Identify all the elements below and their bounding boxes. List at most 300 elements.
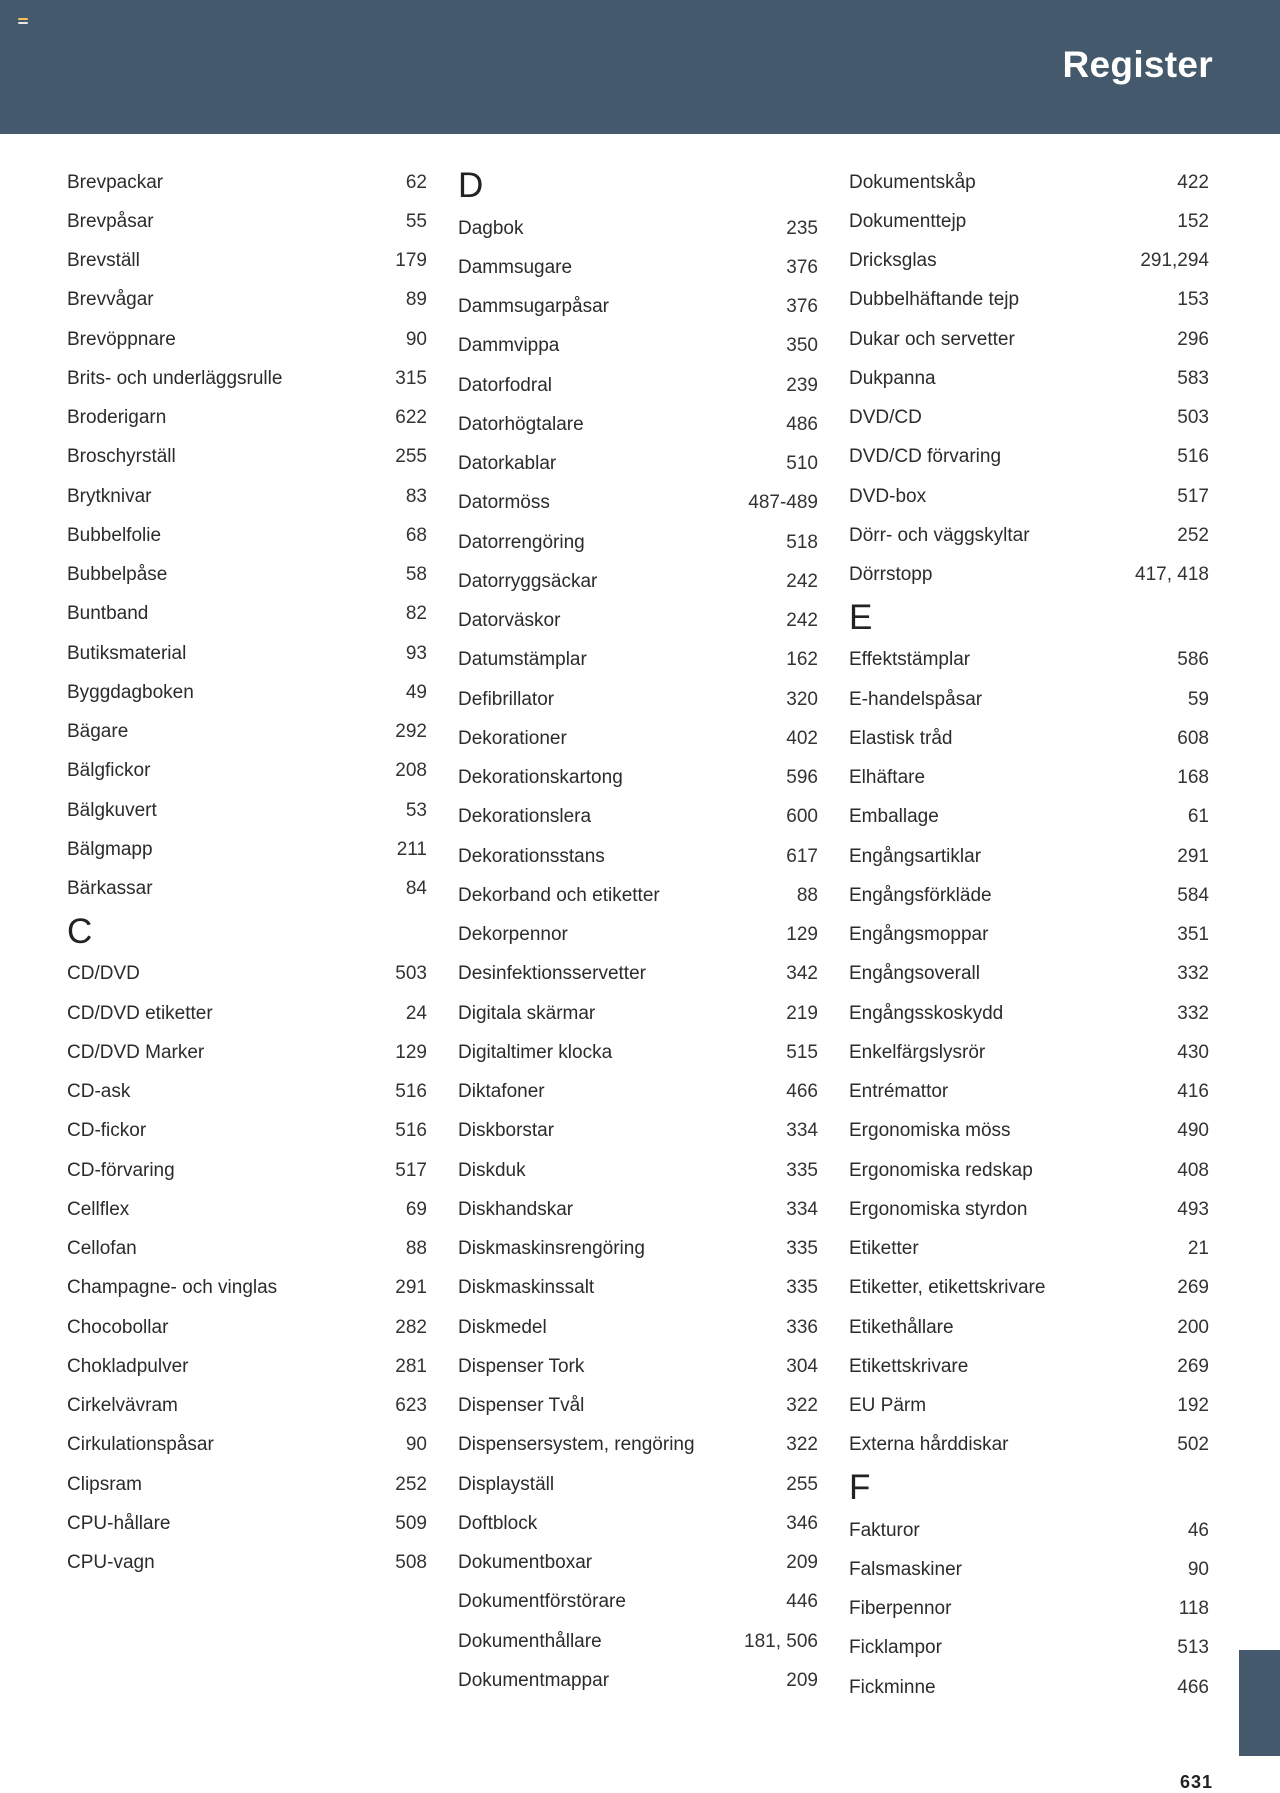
index-entry (67, 1073, 427, 1112)
index-page-ref: 509 (395, 1512, 427, 1534)
index-term: Datormöss (458, 492, 550, 514)
index-page-ref: 129 (395, 1041, 427, 1063)
index-page-ref: 24 (405, 1002, 427, 1024)
index-term: CD-fickor (67, 1120, 147, 1142)
index-page-ref: 90 (1187, 1558, 1209, 1580)
index-term: Elastisk tråd (849, 727, 953, 749)
index-term: Cellofan (67, 1238, 137, 1260)
index-page-ref: 49 (405, 681, 427, 703)
index-page-ref: 617 (786, 845, 818, 867)
index-page-ref: 516 (1177, 446, 1209, 468)
index-term: Bubbelpåse (67, 564, 168, 586)
index-page-ref: 21 (1187, 1238, 1209, 1260)
index-page-ref: 332 (1177, 1002, 1209, 1024)
index-page-ref: 219 (786, 1002, 818, 1024)
index-term: Broschyrställ (67, 446, 176, 468)
index-entry (458, 288, 818, 327)
index-page-ref: 83 (405, 485, 427, 507)
index-entry (458, 1347, 818, 1386)
index-page-ref: 59 (1187, 688, 1209, 710)
menu-icon[interactable] (18, 18, 28, 27)
index-page-ref: 269 (1177, 1355, 1209, 1377)
index-page-ref: 118 (1178, 1598, 1209, 1620)
index-entry (849, 1073, 1209, 1112)
index-term: Diskhandskar (458, 1198, 574, 1220)
index-term: Dammvippa (458, 335, 560, 357)
index-page-ref: 502 (1177, 1434, 1209, 1456)
index-page-ref: 446 (786, 1591, 818, 1613)
index-entry (458, 1583, 818, 1622)
index-entry (458, 1465, 818, 1504)
index-page-ref: 269 (1177, 1277, 1209, 1299)
index-entry (67, 242, 427, 281)
index-entry (849, 438, 1209, 477)
index-entry (849, 359, 1209, 398)
index-entry (67, 830, 427, 869)
index-term: Dukpanna (849, 367, 936, 389)
index-page-ref: 351 (1177, 924, 1209, 946)
section-tab (1239, 1650, 1280, 1756)
index-term: DVD-box (849, 485, 927, 507)
index-page-ref: 68 (405, 524, 427, 546)
index-entry (458, 405, 818, 444)
index-entry (458, 1230, 818, 1269)
index-page-ref: 242 (786, 570, 818, 592)
index-term: Cellflex (67, 1198, 130, 1220)
index-entry (849, 163, 1209, 202)
index-entry (458, 1033, 818, 1072)
index-term: Dekorationer (458, 727, 567, 749)
index-term: Brytknivar (67, 485, 152, 507)
index-term: Chokladpulver (67, 1355, 189, 1377)
index-entry (458, 641, 818, 680)
index-entry (849, 641, 1209, 680)
index-entry (67, 202, 427, 241)
index-page-ref: 493 (1177, 1198, 1209, 1220)
index-entry (67, 1465, 427, 1504)
index-entry (849, 1550, 1209, 1589)
index-term: Diskduk (458, 1159, 526, 1181)
index-term: Doftblock (458, 1512, 538, 1534)
index-page-ref: 200 (1177, 1316, 1209, 1338)
index-page-ref: 335 (786, 1277, 818, 1299)
index-term: DVD/CD förvaring (849, 446, 1002, 468)
index-page-ref: 252 (395, 1473, 427, 1495)
index-term: Dokumentskåp (849, 171, 976, 193)
index-entry (849, 876, 1209, 915)
index-term: CD/DVD (67, 963, 140, 985)
index-page-ref: 430 (1177, 1041, 1209, 1063)
index-page-ref: 242 (786, 610, 818, 632)
index-page-ref: 90 (405, 1434, 427, 1456)
index-entry (67, 1544, 427, 1583)
index-entry (67, 1033, 427, 1072)
index-term: Defibrillator (458, 688, 555, 710)
index-entry (849, 916, 1209, 955)
index-page-ref: 586 (1177, 649, 1209, 671)
index-page-ref: 53 (405, 799, 427, 821)
index-page-ref: 334 (786, 1120, 818, 1142)
index-entry (458, 209, 818, 248)
index-entry (67, 713, 427, 752)
index-page-ref: 518 (786, 531, 818, 553)
index-entry (458, 837, 818, 876)
index-entry (458, 759, 818, 798)
index-page-ref: 408 (1177, 1159, 1209, 1181)
index-entry (849, 1151, 1209, 1190)
index-page-ref: 402 (786, 727, 818, 749)
index-term: Brevställ (67, 250, 140, 272)
index-entry (67, 1387, 427, 1426)
index-entry (67, 955, 427, 994)
index-term: Dekorationsstans (458, 845, 605, 867)
index-term: CPU-hållare (67, 1512, 171, 1534)
index-page-ref: 291 (395, 1277, 427, 1299)
index-entry (849, 202, 1209, 241)
index-page-ref: 58 (405, 564, 427, 586)
index-entry (458, 248, 818, 287)
index-term: Brevvågar (67, 289, 154, 311)
index-page-ref: 153 (1177, 289, 1209, 311)
index-page-ref: 517 (1177, 485, 1209, 507)
index-term: Engångsförkläde (849, 884, 992, 906)
index-page-ref: 466 (786, 1081, 818, 1103)
index-term: Etikethållare (849, 1316, 954, 1338)
index-page-ref: 416 (1177, 1081, 1209, 1103)
index-term: Desinfektionsservetter (458, 963, 646, 985)
section-letter: C (67, 911, 93, 951)
index-term: Dammsugare (458, 256, 573, 278)
index-page-ref: 503 (395, 963, 427, 985)
index-term: Bägare (67, 721, 129, 743)
index-entry (67, 281, 427, 320)
index-entry (67, 870, 427, 909)
index-page-ref: 515 (786, 1041, 818, 1063)
index-page-ref: 179 (395, 250, 427, 272)
index-page-ref: 82 (405, 603, 427, 625)
index-entry (67, 1269, 427, 1308)
index-entry (67, 1190, 427, 1229)
index-page-ref: 334 (786, 1198, 818, 1220)
index-page-ref: 376 (786, 296, 818, 318)
index-page-ref: 62 (405, 171, 427, 193)
index-term: Displayställ (458, 1473, 555, 1495)
index-entry (849, 477, 1209, 516)
index-entry (849, 1629, 1209, 1668)
index-page-ref: 152 (1177, 210, 1209, 232)
index-term: E-handelspåsar (849, 688, 983, 710)
index-page-ref: 623 (395, 1395, 427, 1417)
index-term: Etiketter (849, 1238, 919, 1260)
index-entry (849, 1230, 1209, 1269)
section-letter: D (458, 166, 484, 205)
index-term: Fiberpennor (849, 1598, 952, 1620)
index-term: Dokumentmappar (458, 1669, 610, 1691)
index-page-ref: 282 (395, 1316, 427, 1338)
index-entry (458, 1112, 818, 1151)
index-term: Datorhögtalare (458, 413, 584, 435)
index-entry (849, 1590, 1209, 1629)
index-entry (458, 1190, 818, 1229)
index-page-ref: 490 (1177, 1120, 1209, 1142)
index-page-ref: 608 (1177, 727, 1209, 749)
index-term: Champagne- och vinglas (67, 1277, 278, 1299)
index-page-ref: 55 (405, 210, 427, 232)
index-page-ref: 239 (786, 374, 818, 396)
index-page-ref: 192 (1177, 1395, 1209, 1417)
index-term: Ergonomiska redskap (849, 1159, 1033, 1181)
index-term: Butiksmaterial (67, 642, 187, 664)
index-entry (849, 1033, 1209, 1072)
index-term: Engångsskoskydd (849, 1002, 1004, 1024)
index-page-ref: 61 (1187, 806, 1209, 828)
index-page-ref: 596 (786, 767, 818, 789)
index-entry (67, 994, 427, 1033)
index-entry (67, 791, 427, 830)
index-term: CD-förvaring (67, 1159, 175, 1181)
index-entry (849, 680, 1209, 719)
index-entry (67, 438, 427, 477)
index-entry (849, 1668, 1209, 1707)
index-term: Bälgfickor (67, 760, 151, 782)
index-term: Bälgmapp (67, 838, 153, 860)
index-entry (67, 1504, 427, 1543)
index-term: Externa hårddiskar (849, 1434, 1009, 1456)
index-page-ref: 255 (395, 446, 427, 468)
index-term: Dokumentförstörare (458, 1591, 626, 1613)
index-entry (67, 163, 427, 202)
index-column-3 (849, 163, 1209, 1707)
index-term: Ergonomiska möss (849, 1120, 1011, 1142)
register-header (0, 0, 1280, 134)
index-entry (458, 1387, 818, 1426)
index-page-ref: 292 (395, 721, 427, 743)
index-page-ref: 320 (786, 688, 818, 710)
index-entry (67, 1230, 427, 1269)
index-entry (849, 798, 1209, 837)
index-entry (67, 1426, 427, 1465)
index-page-ref: 181, 506 (744, 1630, 818, 1652)
index-term: Brevöppnare (67, 328, 176, 350)
index-page-ref: 516 (395, 1081, 427, 1103)
index-term: Brevpåsar (67, 210, 154, 232)
index-entry (458, 1426, 818, 1465)
index-term: Etikettskrivare (849, 1355, 969, 1377)
index-page-ref: 508 (395, 1552, 427, 1574)
index-term: Engångsartiklar (849, 845, 982, 867)
index-term: Buntband (67, 603, 149, 625)
index-term: Fakturor (849, 1519, 920, 1541)
index-entry (849, 719, 1209, 758)
index-term: Dammsugarpåsar (458, 296, 609, 318)
index-page-ref: 281 (395, 1355, 427, 1377)
index-term: Dekorationslera (458, 806, 592, 828)
index-page-ref: 622 (395, 407, 427, 429)
index-entry (458, 523, 818, 562)
index-entry (849, 399, 1209, 438)
index-entry (849, 1308, 1209, 1347)
index-page-ref: 168 (1177, 767, 1209, 789)
index-page-ref: 600 (786, 806, 818, 828)
index-page-ref: 417, 418 (1135, 564, 1209, 586)
index-entry (458, 1504, 818, 1543)
index-entry (458, 1622, 818, 1661)
index-entry (849, 759, 1209, 798)
index-entry (67, 399, 427, 438)
index-page-ref: 90 (405, 328, 427, 350)
index-term: Dispenser Tvål (458, 1395, 585, 1417)
index-page-ref: 235 (786, 217, 818, 239)
index-page-ref: 332 (1177, 963, 1209, 985)
index-entry (849, 516, 1209, 555)
index-entry (849, 1387, 1209, 1426)
section-letter: F (849, 1468, 871, 1507)
index-entry (67, 1151, 427, 1190)
index-term: Diskmedel (458, 1316, 547, 1338)
index-entry (67, 752, 427, 791)
index-term: Dekorationskartong (458, 767, 623, 789)
index-page-ref: 209 (786, 1552, 818, 1574)
index-entry (458, 1308, 818, 1347)
index-page-ref: 322 (786, 1434, 818, 1456)
index-page-ref: 350 (786, 335, 818, 357)
index-term: Datorväskor (458, 610, 561, 632)
index-entry (67, 477, 427, 516)
index-page-ref: 291,294 (1140, 250, 1209, 272)
index-entry (67, 634, 427, 673)
index-entry (849, 1269, 1209, 1308)
index-term: Enkelfärgslysrör (849, 1041, 986, 1063)
index-term: Diskmaskinsrengöring (458, 1238, 645, 1260)
index-entry (67, 1347, 427, 1386)
index-entry (458, 1269, 818, 1308)
index-entry (849, 242, 1209, 281)
index-term: Dörr- och väggskyltar (849, 524, 1030, 546)
index-entry (458, 1544, 818, 1583)
index-term: Dokumentboxar (458, 1552, 593, 1574)
index-page-ref: 335 (786, 1159, 818, 1181)
index-term: Datorkablar (458, 453, 557, 475)
index-entry (849, 994, 1209, 1033)
index-entry (458, 1661, 818, 1700)
index-page-ref: 69 (405, 1198, 427, 1220)
index-term: DVD/CD (849, 407, 922, 429)
index-entry (458, 719, 818, 758)
index-entry (67, 595, 427, 634)
page-number: 631 (1179, 1772, 1213, 1792)
index-page-ref: 291 (1177, 845, 1209, 867)
index-entry (458, 1073, 818, 1112)
index-term: Dörrstopp (849, 564, 933, 586)
index-entry (458, 798, 818, 837)
index-term: Dagbok (458, 217, 524, 239)
index-page-ref: 503 (1177, 407, 1209, 429)
index-page-ref: 208 (395, 760, 427, 782)
index-term: Dispenser Tork (458, 1355, 585, 1377)
index-term: Dricksglas (849, 250, 937, 272)
index-entry (458, 602, 818, 641)
index-page-ref: 211 (396, 838, 427, 860)
index-term: Broderigarn (67, 407, 167, 429)
index-page-ref: 346 (786, 1512, 818, 1534)
index-page-ref: 88 (405, 1238, 427, 1260)
index-entry (458, 484, 818, 523)
index-page-ref: 466 (1177, 1676, 1209, 1698)
index-term: Fickminne (849, 1676, 936, 1698)
index-page-ref: 255 (786, 1473, 818, 1495)
index-page-ref: 89 (405, 289, 427, 311)
index-term: CD/DVD etiketter (67, 1002, 213, 1024)
index-term: Diskmaskinssalt (458, 1277, 595, 1299)
index-term: Effektstämplar (849, 649, 971, 671)
index-term: Datumstämplar (458, 649, 587, 671)
index-term: Falsmaskiner (849, 1558, 962, 1580)
index-entry (849, 1112, 1209, 1151)
page-title: Register (1062, 44, 1213, 85)
index-term: Ficklampor (849, 1637, 942, 1659)
index-entry (849, 320, 1209, 359)
index-entry (849, 1347, 1209, 1386)
index-page-ref: 486 (786, 413, 818, 435)
index-page-ref: 93 (405, 642, 427, 664)
index-term: EU Pärm (849, 1395, 927, 1417)
index-page-ref: 513 (1177, 1637, 1209, 1659)
index-page-ref: 335 (786, 1238, 818, 1260)
index-term: CD/DVD Marker (67, 1041, 205, 1063)
index-entry (458, 1151, 818, 1190)
index-term: Brits- och underläggsrulle (67, 367, 283, 389)
index-term: Diktafoner (458, 1081, 545, 1103)
index-term: CD-ask (67, 1081, 131, 1103)
index-term: Emballage (849, 806, 939, 828)
index-page-ref: 376 (786, 256, 818, 278)
index-term: Chocobollar (67, 1316, 169, 1338)
index-entry (458, 994, 818, 1033)
index-term: Digitala skärmar (458, 1002, 596, 1024)
index-entry (67, 320, 427, 359)
index-page-ref: 336 (786, 1316, 818, 1338)
index-page-ref: 584 (1177, 884, 1209, 906)
index-term: Dokumenthållare (458, 1630, 602, 1652)
index-term: Dekorband och etiketter (458, 884, 660, 906)
index-page-ref: 342 (786, 963, 818, 985)
index-page-ref: 487-489 (748, 492, 818, 514)
index-page-ref: 129 (786, 924, 818, 946)
index-term: Byggdagboken (67, 681, 194, 703)
index-page-ref: 315 (395, 367, 427, 389)
index-page-ref: 583 (1177, 367, 1209, 389)
index-term: Dukar och servetter (849, 328, 1015, 350)
index-term: Diskborstar (458, 1120, 555, 1142)
index-page-ref: 304 (786, 1355, 818, 1377)
index-term: Entrémattor (849, 1081, 949, 1103)
index-entry (849, 281, 1209, 320)
index-term: Dokumenttejp (849, 210, 967, 232)
index-term: Datorryggsäckar (458, 570, 598, 592)
index-term: Bubbelfolie (67, 524, 162, 546)
index-term: Brevpackar (67, 171, 164, 193)
index-term: Digitaltimer klocka (458, 1041, 613, 1063)
index-column-2 (458, 163, 818, 1701)
index-entry (849, 955, 1209, 994)
index-term: Elhäftare (849, 767, 926, 789)
index-page-ref: 322 (786, 1395, 818, 1417)
index-term: Datorfodral (458, 374, 552, 396)
index-page-ref: 162 (786, 649, 818, 671)
index-entry (849, 1511, 1209, 1550)
index-page-ref: 88 (796, 884, 818, 906)
index-term: Clipsram (67, 1473, 142, 1495)
